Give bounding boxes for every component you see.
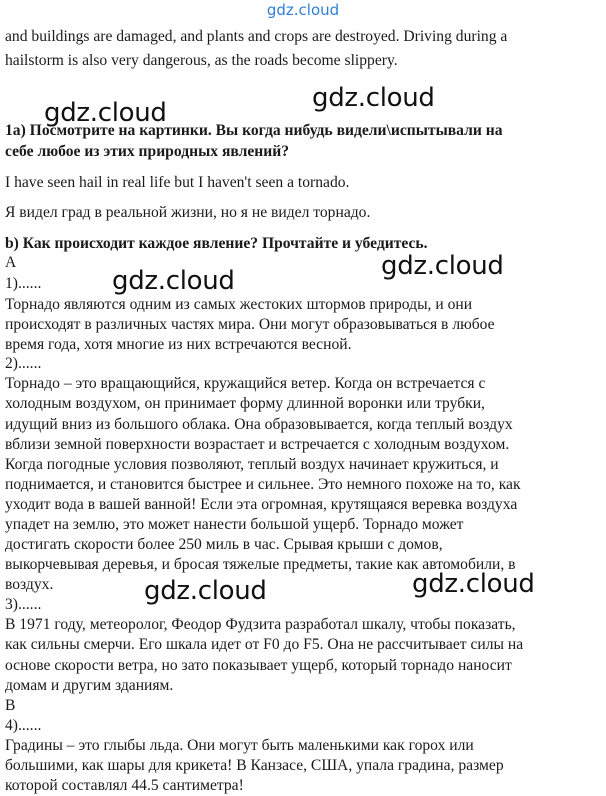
text-line: большими, как шары для крикета! В Канзасе, США, упала градина, размер — [5, 757, 504, 774]
text-line: В 1971 году, метеоролог, Феодор Фудзита разработал шкалу, чтобы показать, — [5, 616, 516, 633]
watermark: gdz.cloud — [381, 251, 504, 281]
text-line: идущий вниз из большого облака. Она образовывается, когда теплый воздух — [5, 416, 513, 433]
text-line: Градины – это глыбы льда. Они могут быть маленькими как горох или — [5, 737, 474, 754]
text-line: домам и другим зданиям. — [5, 677, 174, 694]
section-label: B — [5, 697, 16, 714]
watermark-top: gdz.cloud — [266, 1, 340, 19]
text-line: холодным воздухом, он принимает форму длинной воронки или трубки, — [5, 395, 485, 412]
text-line: время года, хотя многие из них встречаются весной. — [5, 336, 352, 353]
text-line: как сильны смерчи. Его шкала идет от F0 до F5. Она не рассчитывает силы на — [5, 636, 524, 653]
text-line: and buildings are damaged, and plants and crops are destroyed. Driving during a — [5, 28, 508, 45]
answer-line: Я видел град в реальной жизни, но я не видел торнадо. — [5, 204, 371, 221]
task-heading: себе любое из этих природных явлений? — [5, 143, 290, 160]
section-label: A — [5, 254, 17, 271]
text-line: которой составлял 44.5 сантиметра! — [5, 777, 244, 794]
text-line: Торнадо являются одним из самых жестоких штормов природы, и они — [5, 296, 473, 313]
text-line: упадет на землю, это может нанести большой ущерб. Торнадо может — [5, 516, 464, 533]
text-line: достигать скорости более 250 миль в час. Срывая крыши с домов, — [5, 536, 443, 553]
item-number: 1)...... — [5, 275, 42, 292]
task-heading: b) Как происходит каждое явление? Прочтайте и убедитесь. — [5, 235, 428, 252]
text-line: Когда погодные условия позволяют, теплый воздух начинает кружиться, и — [5, 456, 499, 473]
item-number: 4)...... — [5, 717, 42, 734]
text-line: воздух. — [5, 576, 54, 593]
text-line: вблизи земной поверхности возрастает и встречается с холодным воздухом. — [5, 436, 510, 453]
watermark: gdz.cloud — [144, 576, 267, 606]
text-line: Торнадо – это вращающийся, кружащийся ветер. Когда он встречается с — [5, 375, 486, 392]
text-line: основе скорости ветра, но зато показывает ущерб, который торнадо наносит — [5, 657, 512, 674]
text-line: поднимается, и становится быстрее и сильнее. Это немного похоже на то, как — [5, 476, 521, 493]
item-number: 3)...... — [5, 596, 42, 613]
text-line: выкорчевывая деревья, и бросая тяжелые предметы, такие как автомобили, в — [5, 556, 516, 573]
item-number: 2)...... — [5, 355, 42, 372]
watermark: gdz.cloud — [112, 266, 235, 296]
text-line: уходит вода в вашей ванной! Если эта огромная, крутящаяся веревка воздуха — [5, 496, 518, 513]
watermark: gdz.cloud — [44, 98, 167, 128]
answer-line: I have seen hail in real life but I haven't seen a tornado. — [5, 174, 350, 191]
text-line: hailstorm is also very dangerous, as the roads become slippery. — [5, 52, 398, 69]
watermark: gdz.cloud — [312, 83, 435, 113]
task-heading: 1a) Посмотрите на картинки. Вы когда нибудь видели\испытывали на — [5, 122, 503, 139]
text-line: происходят в различных частях мира. Они могут образовываться в любое — [5, 316, 495, 333]
watermark: gdz.cloud — [412, 569, 535, 599]
